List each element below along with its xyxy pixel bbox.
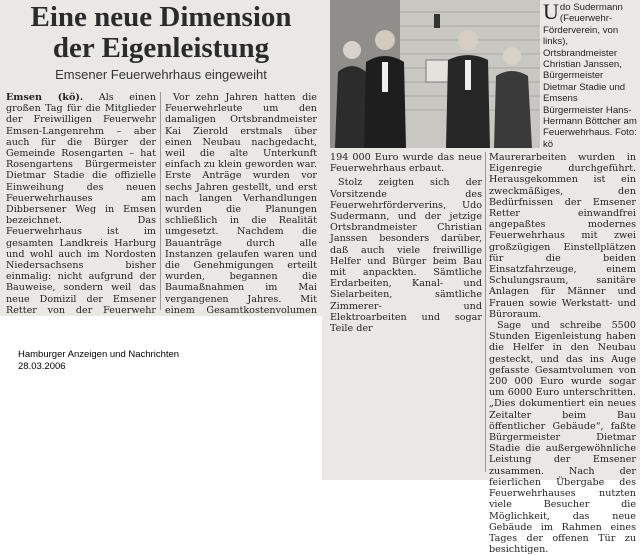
- column-2-text: Vor zehn Jahren hatten die Feuerwehrleute um den damaligen Ortsbrandmeister Kai Zierold erstmals über einen Neubau nachgedacht, weil die alte Unterkunft einfach zu klein geworden war. Erste Anträge wurden vor sechs Jahren gestellt, und erst nach langen Verhandlungen wurden die Planungen schließlich in die Realität umgesetzt. Nachdem die Bauanträge durch alle Instanzen gelaufen waren und die Genehmigungen erteilt wurden, begannen die Baumaßnahmen im Mai vergangenen Jahres. Mit einem Gesamtkostenvolumen: [165, 92, 317, 316]
- column-4-paragraph-1: Maurerarbeiten wurden in Eigenregie durchgeführt. Herausgekommen ist ein zweckmäßiges, den Bedürfnissen der Emsener Retter einwandfrei angepaßtes modernes Feuerwehrhaus mit zwei großzügigen Einstellplätzen für die beiden Einsatzfahrzeuge, einem Schulungsraum, sanitäre Anlagen für Männer und Frauen sowie Werkstatt- und Büroraum.: [489, 152, 636, 320]
- column-3-paragraph-2: Stolz zeigten sich der Vorsitzende des Feuerwehrförderverins, Udo Sudermann, und der jetzige Ortsbrandmeister Christian Janssen besonders darüber, daß auch viele freiwillige Helfer und Bürger beim Bau mit anpackten. Sämtliche Erdarbeiten, Kanal- und Sielarbeiten, sämtliche Zimmerer- und Elektroarbeiten und sogar Teile der: [330, 177, 482, 335]
- subheadline: Emsener Feuerwehrhaus eingeweiht: [55, 67, 267, 82]
- group-photo-icon: [330, 0, 540, 148]
- article-column-1: [6, 92, 156, 327]
- headline: [0, 2, 322, 64]
- column-3-paragraph-1: 194 000 Euro wurde das neue Feuerwehrhaus erbaut.: [330, 152, 482, 175]
- caption-dropcap: U: [543, 0, 559, 24]
- caption-text: do Sudermann (Feuerwehr-Förderverein, von links), Ortsbrandmeister Christian Janssen, Bürgermeister Dietmar Stadie und Emsens Bürgermeister Hans-Hermann Böttcher am Feuerwehrhaus. Foto: kö: [543, 2, 637, 150]
- headline-line-1: Eine neue Dimension: [30, 1, 292, 33]
- article-column-2: [165, 92, 317, 327]
- source-date: 28.03.2006: [18, 361, 66, 372]
- clipping-margin: [0, 316, 322, 480]
- article-column-4: [489, 152, 636, 555]
- article-column-3: [330, 152, 482, 334]
- column-1-text: Als einen großen Tag für die Mitglieder der Freiwilligen Feuerwehr Emsen-Langenrehm – aber auch für die Bürger der Gemeinde Rosengarten – hat Rosengartens Bürgermeister Dietmar Stadie die offizielle Einweihung des neuen Feuerwehrhauses am Dibbersener Weg in Emsen bezeichnet. Das Feuerwehrhaus ist im gesamten Landkreis Harburg und wohl auch im Nordosten Niedersachsens bisher einmalig: nicht aufgrund der Bauweise, sondern weil das neue Domizil der Emsener Retter von der Feuerwehr: [6, 92, 156, 316]
- column-divider: [160, 92, 161, 310]
- article-photo: [330, 0, 540, 148]
- dateline: Emsen (kö).: [6, 92, 84, 103]
- source-publication: Hamburger Anzeigen und Nachrichten: [18, 349, 180, 360]
- column-divider: [485, 152, 486, 472]
- headline-line-2: der Eigenleistung: [52, 32, 270, 64]
- photo-caption: [543, 2, 637, 150]
- column-4-paragraph-2: Sage und schreibe 5500 Stunden Eigenleistung haben die Helfer in den Neubau gesteckt, und das ins Auge gefasste Gesamtvolumen von 200 000 Euro wurde sogar um 6000 Euro unterschritten. „Dies dokumentiert ein neues Zeitalter beim Bau öffentlicher Gebäude“, faßte Bürgermeister Dietmar Stadie die außergewöhnliche Leistung der Emsener zusammen. Nach der feierlichen Übergabe des Feuerwehrhauses nutzten viele Besucher die Möglichkeit, das neue Gebäude im Rahmen eines Tages der offenen Tür zu besichtigen.: [489, 320, 636, 555]
- source-label: [18, 349, 278, 373]
